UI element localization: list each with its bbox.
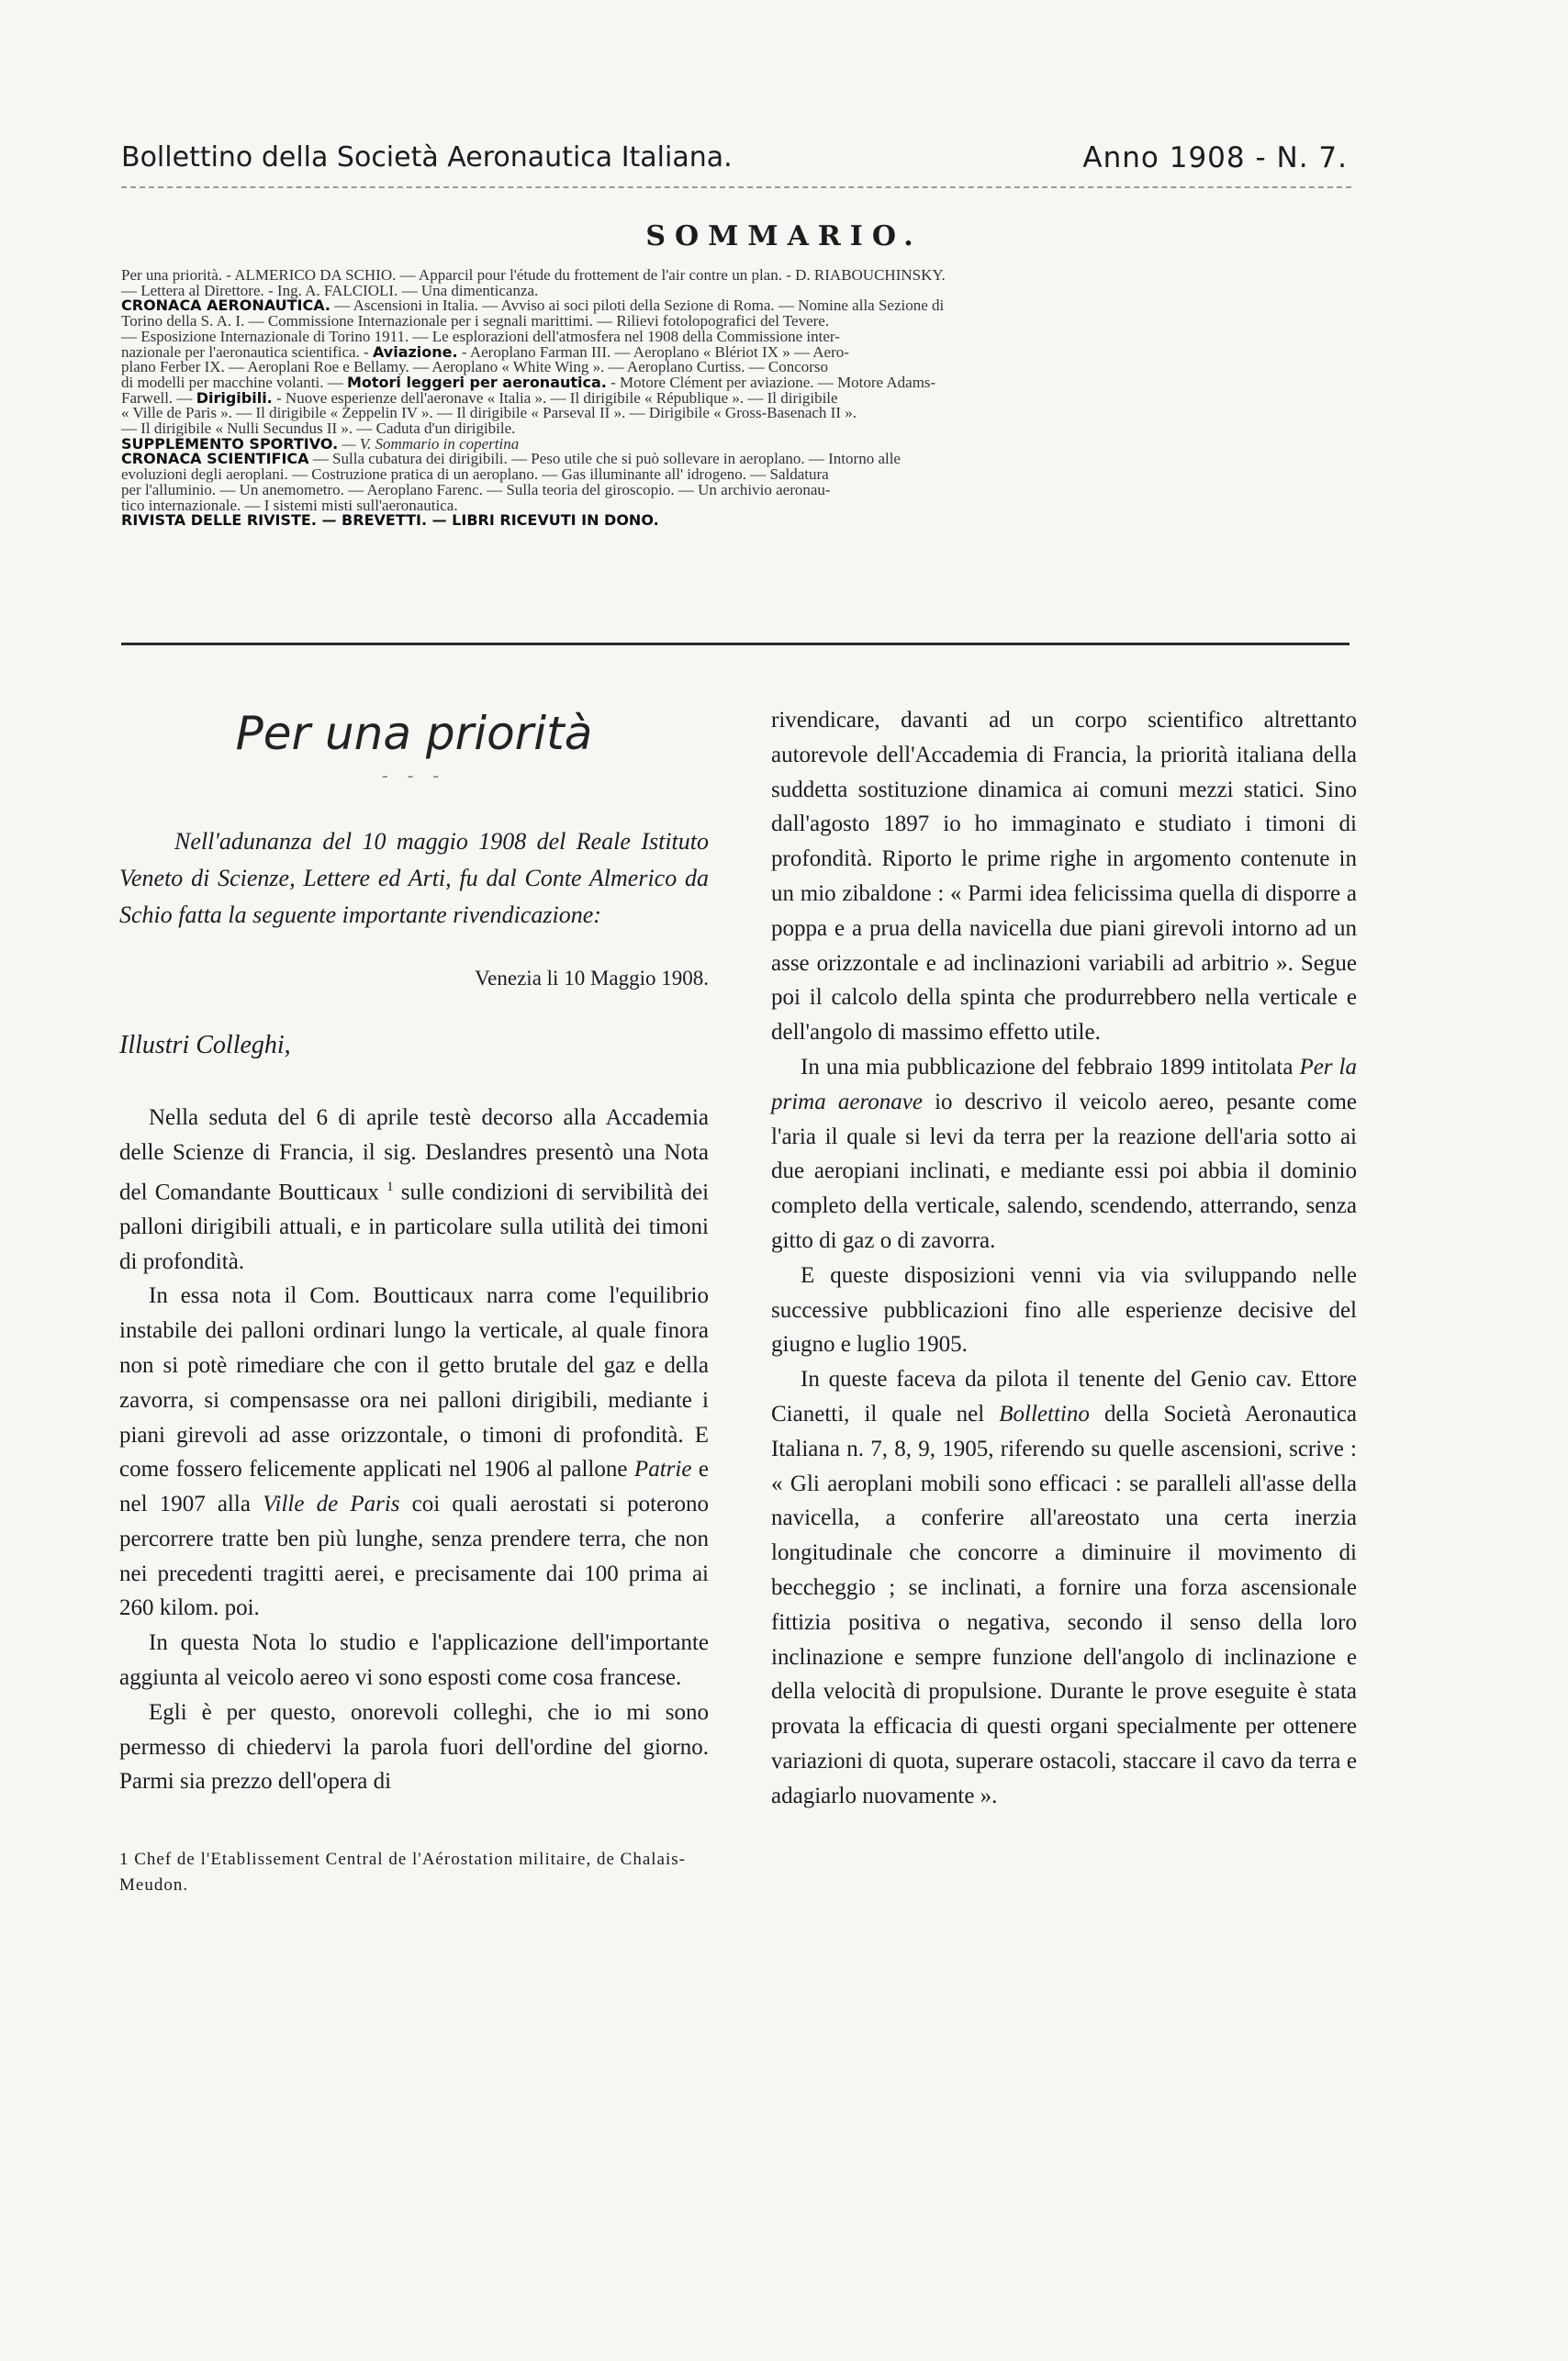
section-heading: Aviazione. bbox=[372, 342, 458, 361]
footnote: 1 Chef de l'Etablissement Central de l'Aérostation militaire, de Chalais-Meudon. bbox=[119, 1850, 686, 1896]
header-rule bbox=[121, 186, 1351, 188]
journal-title: Bollettino della Società Aeronautica Italiana. bbox=[121, 141, 733, 173]
sommario-line: — Il dirigibile « Nulli Secundus II ». — Caduta d'un dirigibile. bbox=[121, 420, 516, 438]
sommario-line: SUPPLEMENTO SPORTIVO. — V. Sommario in copertina bbox=[121, 434, 520, 453]
sommario-line: nazionale per l'aeronautica scientifica. - Aviazione. - Aeroplano Farman III. — Aeroplano « Blériot IX » — Aero- bbox=[121, 342, 849, 361]
paragraph: E queste disposizioni venni via via sviluppando nelle successive pubblicazioni fino alle esperienze decisive del giugno e luglio 1905. bbox=[771, 1262, 1357, 1358]
sommario-line bbox=[121, 513, 1348, 529]
sommario-line: « Ville de Paris ». — Il dirigibile « Zeppelin IV ». — Il dirigibile « Parseval II ». — Dirigibile « Gross-Basenach II ». bbox=[121, 404, 857, 422]
paragraph: Nella seduta del 6 di aprile testè decorso alla Accademia delle Scienze di Francia, il sig. Deslandres presentò una Nota del Comandante Boutticaux $^1$ sulle condizioni di servibilità dei palloni dirigibili attuali, e in particolare sulla utilità dei timoni di profondità. bbox=[119, 1105, 710, 1274]
salutation: Illustri Colleghi, bbox=[119, 1031, 291, 1059]
sommario-title: SOMMARIO. bbox=[645, 220, 923, 252]
sommario-line: Torino della S. A. I. — Commissione Internazionale per i segnali marittimi. — Rilievi fotolopografici del Tevere. bbox=[121, 312, 830, 330]
place-date: Venezia li 10 Maggio 1908. bbox=[475, 967, 709, 990]
sommario-line: plano Ferber IX. — Aeroplani Roe e Bellamy. — Aeroplano « White Wing ». — Aeroplano Curtiss. — Concorso bbox=[121, 358, 829, 376]
footnote-ref: 1 bbox=[386, 1179, 394, 1194]
paragraph: In una mia pubblicazione del febbraio 1899 intitolata Per la prima aeronave io descrivo il veicolo aereo, pesante come l'aria il quale si levi da terra per la reazione dell'aria sotto ai due aeropiani inclinati, e mediante essi poi abbia il dominio completo della verticale, salendo, scendendo, atterrando, senza gitto di gaz o di zavorra. bbox=[771, 1054, 1357, 1253]
section-heading: Motori leggeri per aeronautica. bbox=[346, 373, 607, 391]
sommario-line: evoluzioni degli aeroplani. — Costruzione pratica di un aeroplano. — Gas illuminante all' idrogeno. — Saldatura bbox=[121, 465, 829, 484]
sommario-line: tico internazionale. — I sistemi misti sull'aeronautica. bbox=[121, 496, 458, 514]
article-title: Per una priorità bbox=[235, 707, 593, 760]
section-separator bbox=[121, 643, 1350, 645]
section-heading: Dirigibili. bbox=[196, 388, 273, 407]
sommario-line: CRONACA SCIENTIFICA — Sulla cubatura dei dirigibili. — Peso utile che si può sollevare in aeroplano. — Intorno alle bbox=[121, 450, 901, 468]
sommario-line: — Lettera al Direttore. - Ing. A. FALCIOLI. — Una dimenticanza. bbox=[121, 281, 539, 299]
section-heading: SUPPLEMENTO SPORTIVO. bbox=[121, 434, 339, 453]
left-column bbox=[119, 707, 709, 1898]
paragraph: rivendicare, davanti ad un corpo scientifico altrettanto autorevole dell'Accademia di Francia, la priorità italiana della suddetta sostituzione dinamica ai comuni mezzi statici. Sino dall'agosto 1897 io ho immaginato e studiato i timoni di profondità. Riporto le prime righe in argomento contenute in un mio zibaldone : « Parmi idea felicissima quella di disporre a poppa e a prua della navicella due piani girevoli intorno ad un asse orizzontale e ad inclinazioni variabili ad arbitrio ». Segue poi il calcolo della spinta che produrrebbero nella verticale e dell'angolo di massimo effetto utile. bbox=[771, 708, 1357, 1046]
section-heading: CRONACA AERONAUTICA. bbox=[121, 297, 331, 315]
sommario-line: per l'alluminio. — Un anemometro. — Aeroplano Farenc. — Sulla teoria del giroscopio. — Un archivio aeronau- bbox=[121, 480, 831, 498]
sommario-line: Per una priorità. - ALMERICO DA SCHIO. — Apparcil pour l'étude du frottement de l'air contre un plan. - D. RIABOUCHINSKY. bbox=[121, 266, 946, 284]
section-heading: CRONACA SCIENTIFICA bbox=[121, 450, 309, 468]
sommario-line: — Esposizione Internazionale di Torino 1911. — Le esplorazioni dell'atmosfera nel 1908 della Commissione inter- bbox=[121, 327, 840, 345]
sommario-list bbox=[121, 268, 1348, 529]
paragraph: In essa nota il Com. Boutticaux narra come l'equilibrio instabile dei palloni ordinari lungo la verticale, al quale finora non si potè rimediare che con il getto brutale del gaz e della zavorra, si compensasse ora nei palloni dirigibili, mediante i piani girevoli ad asse orizzontale, o timoni di profondità. E come fossero felicemente applicati nel 1906 al pallone Patrie e nel 1907 alla Ville de Paris coi quali aerostati si poterono percorrere tratte ben più lunghe, senza prendere terra, che non nei precedenti tragitti aerei, e precisamente dai 100 prima ai 260 kilom. poi. bbox=[119, 1283, 709, 1621]
paragraph: Egli è per questo, onorevoli colleghi, che io mi sono permesso di chiedervi la parola fuori dell'ordine del giorno. Parmi sia prezzo dell'opera di bbox=[119, 1699, 709, 1795]
title-divider: - - - bbox=[382, 766, 446, 786]
right-column bbox=[771, 703, 1357, 1814]
section-heading: RIVISTA DELLE RIVISTE. — BREVETTI. — LIBRI RICEVUTI IN DONO. bbox=[121, 511, 659, 530]
paragraph: In questa Nota lo studio e l'applicazione dell'importante aggiunta al veicolo aereo vi sono esposti come cosa francese. bbox=[119, 1630, 709, 1691]
issue-number: Anno 1908 - N. 7. bbox=[1082, 141, 1348, 174]
sommario-line: CRONACA AERONAUTICA. — Ascensioni in Italia. — Avviso ai soci piloti della Sezione di Roma. — Nomine alla Sezione di bbox=[121, 297, 945, 315]
sommario-line: Farwell. — Dirigibili. - Nuove esperienze dell'aeronave « Italia ». — Il dirigibile « République ». — Il dirigibile bbox=[121, 388, 838, 407]
paragraph: In queste faceva da pilota il tenente del Genio cav. Ettore Cianetti, il quale nel Bollettino della Società Aeronautica Italiana n. 7, 8, 9, 1905, riferendo su quelle ascensioni, scrive : « Gli aeroplani mobili sono efficaci : se paralleli all'asse della navicella, a conferire all'areostato una certa inerzia longitudinale che concorre a diminuire il movimento di beccheggio ; se inclinati, a fornire una forza ascensionale fittizia positiva o negativa, secondo il senso della loro inclinazione e sempre funzione dell'angolo di inclinazione e della velocità di propulsione. Durante le prove eseguite è stata provata la efficacia di questi organi specialmente per ottenere variazioni di quota, superare ostacoli, staccare il cavo da terra e adagiarlo nuovamente ». bbox=[771, 1367, 1358, 1808]
article-intro: Nell'adunanza del 10 maggio 1908 del Reale Istituto Veneto di Scienze, Lettere ed Arti, fu dal Conte Almerico da Schio fatta la seguente importante rivendicazione: bbox=[119, 828, 709, 928]
sommario-line: di modelli per macchine volanti. — Motori leggeri per aeronautica. - Motore Clément per aviazione. — Motore Adams- bbox=[121, 373, 936, 391]
